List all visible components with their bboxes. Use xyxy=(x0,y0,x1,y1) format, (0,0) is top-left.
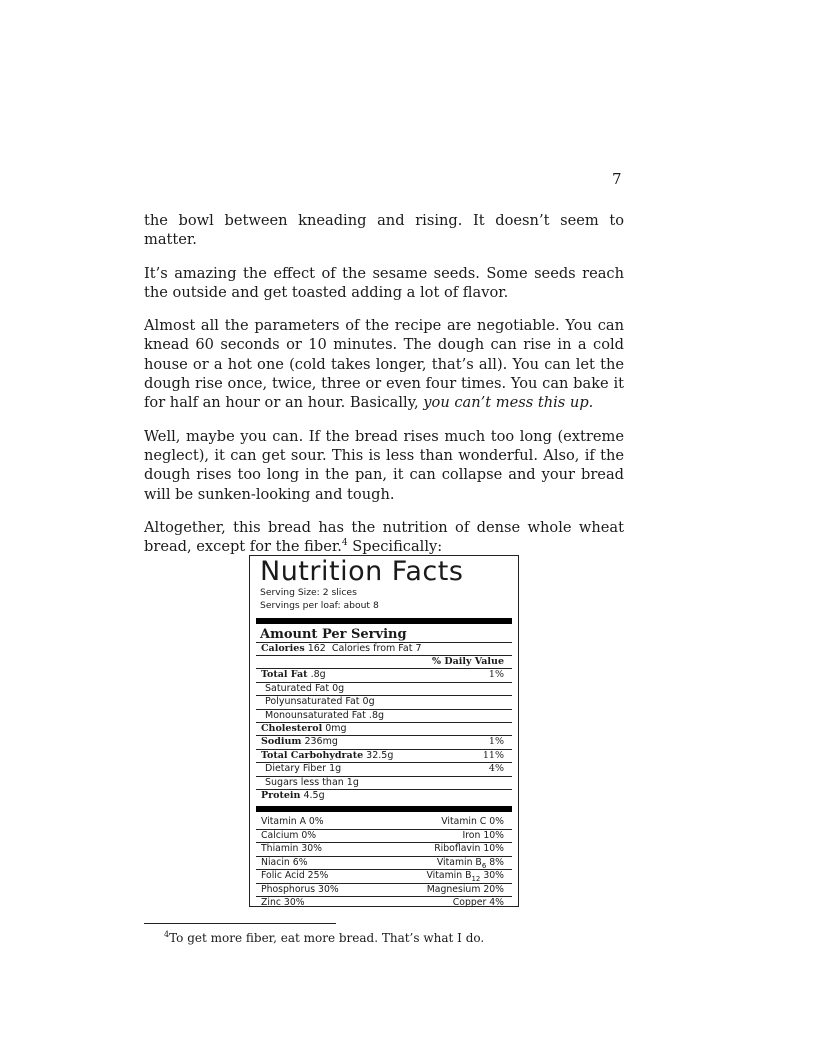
nutrient-label xyxy=(261,790,325,802)
vitamin-right-name: Vitamin C 0% xyxy=(441,816,504,828)
vitamin-right-name: Copper 4% xyxy=(452,896,504,908)
vitamin-right-percent: 30% xyxy=(480,870,504,882)
nutrient-daily-value: 1% xyxy=(488,669,504,681)
vitamin-right xyxy=(427,870,505,882)
vitamin-right xyxy=(427,884,504,896)
vitamin-right xyxy=(453,897,504,909)
nutrient-amount: 236mg xyxy=(304,736,338,748)
nutrient-row xyxy=(256,763,512,776)
vitamin-subscript: 6 xyxy=(481,861,487,870)
nutrition-facts-label xyxy=(249,555,519,907)
vitamin-right xyxy=(434,843,504,855)
vitamin-subscript: 12 xyxy=(471,874,481,883)
vitamin-right xyxy=(441,816,504,828)
vitamin-row xyxy=(256,843,512,856)
calories-value: 162 xyxy=(307,643,326,654)
footnote-rule xyxy=(144,923,336,924)
vitamin-right-percent: 8% xyxy=(486,856,504,868)
nutrient-rows xyxy=(256,669,512,802)
calories-label: Calories xyxy=(261,643,305,654)
nutrient-name: Cholesterol xyxy=(261,723,323,735)
vitamin-right-name: Magnesium 20% xyxy=(426,883,504,895)
nutrient-amount: 0g xyxy=(362,696,375,708)
thick-divider xyxy=(256,618,512,624)
vitamin-left: Phosphorus 30% xyxy=(261,883,339,895)
vitamin-left: Thiamin 30% xyxy=(261,843,323,855)
nutrient-row xyxy=(256,723,512,736)
nutrient-row xyxy=(256,750,512,763)
footnote-mark: 4 xyxy=(164,930,170,939)
nutrition-title: Nutrition Facts xyxy=(260,556,464,587)
paragraph-4: Well, maybe you can. If the bread rises much too long (extreme neglect), it can get sour. This is less than wonderful. Also, if the dough rises too long in the pan, it can collapse and your bread will be sunken-looking and tough. xyxy=(144,427,624,503)
vitamin-right-name: Riboflavin 10% xyxy=(434,843,504,855)
vitamin-row xyxy=(256,857,512,870)
nutrient-amount: 4.5g xyxy=(303,790,325,802)
vitamin-right xyxy=(437,857,504,869)
nutrient-row xyxy=(256,669,512,682)
nutrient-name: Saturated Fat xyxy=(265,682,330,694)
servings-per-loaf: Servings per loaf: about 8 xyxy=(260,600,379,611)
nutrient-name: Protein xyxy=(261,790,301,802)
daily-value-header: % Daily Value xyxy=(256,656,512,669)
vitamin-right-name: Vitamin B xyxy=(436,856,482,868)
body-text xyxy=(144,211,624,570)
nutrient-daily-value: 4% xyxy=(488,763,504,775)
calories-cell xyxy=(261,643,422,655)
vitamin-right-name: Vitamin B xyxy=(426,870,472,882)
vitamin-right xyxy=(462,830,504,842)
nutrient-label xyxy=(261,777,359,789)
vitamin-row xyxy=(256,816,512,829)
nutrient-row xyxy=(256,710,512,723)
vitamin-left: Folic Acid 25% xyxy=(261,870,329,882)
nutrient-row xyxy=(256,683,512,696)
vitamin-right-name: Iron 10% xyxy=(462,829,504,841)
nutrient-name: Total Fat xyxy=(261,669,308,681)
nutrient-amount: .8g xyxy=(368,709,385,721)
paragraph-3 xyxy=(144,316,624,412)
nutrient-label xyxy=(261,696,375,708)
calories-row xyxy=(256,643,512,655)
nutrient-amount: 1g xyxy=(329,763,342,775)
nutrient-row xyxy=(256,736,512,749)
paragraph-5 xyxy=(144,518,624,557)
vitamin-row xyxy=(256,884,512,897)
vitamin-rows xyxy=(256,816,512,909)
paragraph-5-b: Specifically: xyxy=(347,538,443,556)
vitamin-left: Calcium 0% xyxy=(261,829,317,841)
vitamin-left: Zinc 30% xyxy=(261,896,305,908)
paragraph-1: the bowl between kneading and rising. It doesn’t seem to matter. xyxy=(144,212,624,249)
serving-size: Serving Size: 2 slices xyxy=(260,587,357,598)
nutrient-amount: 32.5g xyxy=(366,749,394,761)
nutrient-label xyxy=(261,683,344,695)
nutrient-label xyxy=(261,763,341,775)
nutrient-name: Dietary Fiber xyxy=(265,763,327,775)
footnote-text: To get more fiber, eat more bread. That’s what I do. xyxy=(169,931,485,945)
vitamin-left: Niacin 6% xyxy=(261,856,308,868)
amount-per-serving: Amount Per Serving xyxy=(260,627,407,642)
vitamin-left: Vitamin A 0% xyxy=(261,816,324,828)
page-number: 7 xyxy=(612,170,622,188)
nutrient-daily-value: 11% xyxy=(482,749,504,761)
paragraph-3-emphasis: you can’t mess this up. xyxy=(423,394,594,412)
nutrient-amount: less than 1g xyxy=(300,776,359,788)
paragraph-3-main: Almost all the parameters of the recipe are negotiable. You can knead 60 seconds or 10 minutes. The dough can rise in a cold house or a hot one (cold takes longer, that’s all). You can let the dough rise once, twice, three or even four times. You can bake it for half an hour or an hour. Basically, xyxy=(144,317,624,412)
nutrient-name: Total Carbohydrate xyxy=(261,749,364,761)
nutrient-name: Sodium xyxy=(261,736,302,748)
nutrient-amount: 0mg xyxy=(325,723,347,735)
nutrient-amount: .8g xyxy=(310,669,326,681)
nutrient-row xyxy=(256,790,512,802)
nutrient-label xyxy=(261,710,384,722)
nutrient-row xyxy=(256,777,512,790)
nutrient-label xyxy=(261,669,326,681)
nutrient-name: Polyunsaturated Fat xyxy=(265,696,360,708)
vitamin-row xyxy=(256,830,512,843)
paragraph-2: It’s amazing the effect of the sesame seeds. Some seeds reach the outside and get toasted adding a lot of flavor. xyxy=(144,264,624,301)
nutrient-name: Monounsaturated Fat xyxy=(265,709,366,721)
nutrient-label xyxy=(261,736,338,748)
nutrient-amount: 0g xyxy=(332,682,345,694)
nutrient-name: Sugars xyxy=(265,776,298,788)
nutrient-label xyxy=(261,750,393,762)
thick-divider xyxy=(256,806,512,812)
calories-from-fat: Calories from Fat 7 xyxy=(331,643,422,654)
vitamin-row xyxy=(256,897,512,909)
paragraph-5-a: Altogether, this bread has the nutrition of dense whole wheat bread, except for the fiber. xyxy=(144,518,624,556)
vitamin-row xyxy=(256,870,512,883)
nutrient-label xyxy=(261,723,347,735)
footnote xyxy=(164,927,484,946)
footnote-reference: 4 xyxy=(341,538,348,549)
nutrient-row xyxy=(256,696,512,709)
nutrient-daily-value: 1% xyxy=(488,736,504,748)
